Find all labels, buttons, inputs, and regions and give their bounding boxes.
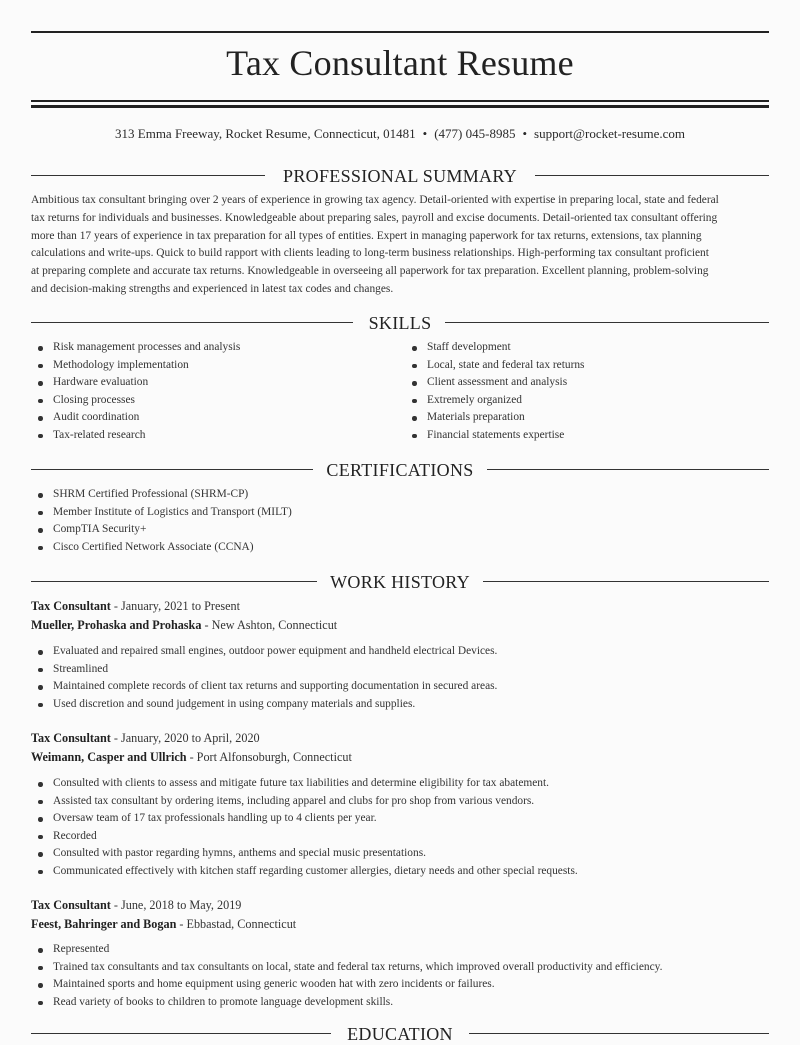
summary-line: Ambitious tax consultant bringing over 2 years of experience in growing tax agency. Detail-oriented with expertise in preparing local, state and federal [31,194,719,206]
section-header-summary [31,166,769,186]
certification-item: Member Institute of Logistics and Transport (MILT) [31,504,292,522]
section-header-certifications [31,460,769,480]
job-location: - Ebbastad, Connecticut [176,917,297,931]
title-rule-lower [31,105,769,108]
job-bullets [31,643,497,713]
job-bullet: Oversaw team of 17 tax professionals handling up to 4 clients per year. [31,810,578,828]
job-bullet: Evaluated and repaired small engines, outdoor power equipment and handheld electrical Devices. [31,643,497,661]
summary-line: calculations and write-ups. Quick to build rapport with clients leading to long-term business relationships. High-performing tax consultant proficient [31,247,709,260]
job-bullet: Assisted tax consultant by ordering items, including apparel and clubs for pro shop from various vendors. [31,793,578,811]
job-company-line [31,750,769,765]
job-dates: - June, 2018 to May, 2019 [110,898,242,912]
skill-item: Financial statements expertise [405,427,585,445]
summary-paragraph [31,192,769,299]
summary-line: more than 17 years of experience in tax preparation for all types of entities. Expert in managing paperwork for tax returns, extensions, tax planning [31,229,702,242]
job-bullets [31,775,578,881]
job-title-line [31,599,769,614]
section-header-education [31,1024,769,1044]
section-title-work: WORK HISTORY [330,572,470,592]
certification-item: SHRM Certified Professional (SHRM-CP) [31,486,292,504]
section-title-education: EDUCATION [347,1024,453,1044]
skill-item: Local, state and federal tax returns [405,357,585,375]
skills-list-left [31,339,240,445]
job-bullet: Streamlined [31,661,497,679]
skill-item: Risk management processes and analysis [31,339,240,357]
job-bullet: Consulted with pastor regarding hymns, anthems and special music presentations. [31,845,578,863]
job-location: - Port Alfonsoburgh, Connecticut [186,750,352,764]
contact-line [31,126,769,142]
job-bullets [31,941,662,1011]
section-title-skills: SKILLS [368,313,432,333]
skill-item: Staff development [405,339,585,357]
skill-item: Methodology implementation [31,357,240,375]
job-bullet: Maintained complete records of client tax returns and supporting documentation in secured areas. [31,678,497,696]
job-location: - New Ashton, Connecticut [201,618,338,632]
job-dates: - January, 2021 to Present [110,599,241,613]
summary-line: at preparing complete and accurate tax returns. Knowledgeable in overseeing all paperwork for tax preparation. Excellent planning, problem-solving [31,265,709,278]
section-header-work [31,572,769,592]
skill-item: Tax-related research [31,427,240,445]
job-company-line [31,917,769,932]
section-title-summary: PROFESSIONAL SUMMARY [283,166,517,186]
section-title-certifications: CERTIFICATIONS [326,460,474,480]
job-bullet: Used discretion and sound judgement in using company materials and supplies. [31,696,497,714]
certifications-list [31,486,292,556]
contact-email: support@rocket-resume.com [534,126,685,141]
job-dates: - January, 2020 to April, 2020 [110,731,260,745]
skill-item: Extremely organized [405,392,585,410]
job-company: Weimann, Casper and Ullrich [31,750,187,764]
contact-address: 313 Emma Freeway, Rocket Resume, Connecticut, 01481 [115,126,416,141]
skill-item: Materials preparation [405,409,585,427]
skill-item: Client assessment and analysis [405,374,585,392]
job-bullet: Maintained sports and home equipment using generic wooden hat with zero incidents or failures. [31,976,662,994]
title-rule-upper [31,100,769,102]
top-rule [31,31,769,33]
contact-separator: • [422,126,428,141]
skill-item: Audit coordination [31,409,240,427]
job-bullet: Read variety of books to children to promote language development skills. [31,994,662,1012]
job-bullet: Represented [31,941,662,959]
summary-line: and decision-making strengths and experienced in latest tax codes and changes. [31,282,394,295]
section-header-skills [31,313,769,333]
job-bullet: Consulted with clients to assess and mitigate future tax liabilities and determine eligibility for tax abatement. [31,775,578,793]
contact-separator: • [522,126,528,141]
skill-item: Closing processes [31,392,240,410]
job-title: Tax Consultant [31,599,111,613]
resume-title: Tax Consultant Resume [226,43,574,83]
certification-item: Cisco Certified Network Associate (CCNA) [31,539,292,557]
job-title: Tax Consultant [31,898,111,912]
job-company-line [31,618,769,633]
job-bullet: Trained tax consultants and tax consultants on local, state and federal tax returns, which improved overall productivity and efficiency. [31,959,662,977]
contact-phone: (477) 045-8985 [434,126,516,141]
job-bullet: Recorded [31,828,578,846]
job-company: Mueller, Prohaska and Prohaska [31,618,202,632]
summary-line: tax returns for individuals and businesses. Knowledgeable about preparing sales, payroll and excise documents. Detail-oriented tax consultant offering [31,211,718,224]
skill-item: Hardware evaluation [31,374,240,392]
job-title: Tax Consultant [31,731,111,745]
skills-list-right [405,339,585,445]
certification-item: CompTIA Security+ [31,521,292,539]
job-company: Feest, Bahringer and Bogan [31,917,177,931]
job-title-line [31,898,769,913]
job-title-line [31,731,769,746]
job-bullet: Communicated effectively with kitchen staff regarding customer allergies, dietary needs and other special requests. [31,863,578,881]
